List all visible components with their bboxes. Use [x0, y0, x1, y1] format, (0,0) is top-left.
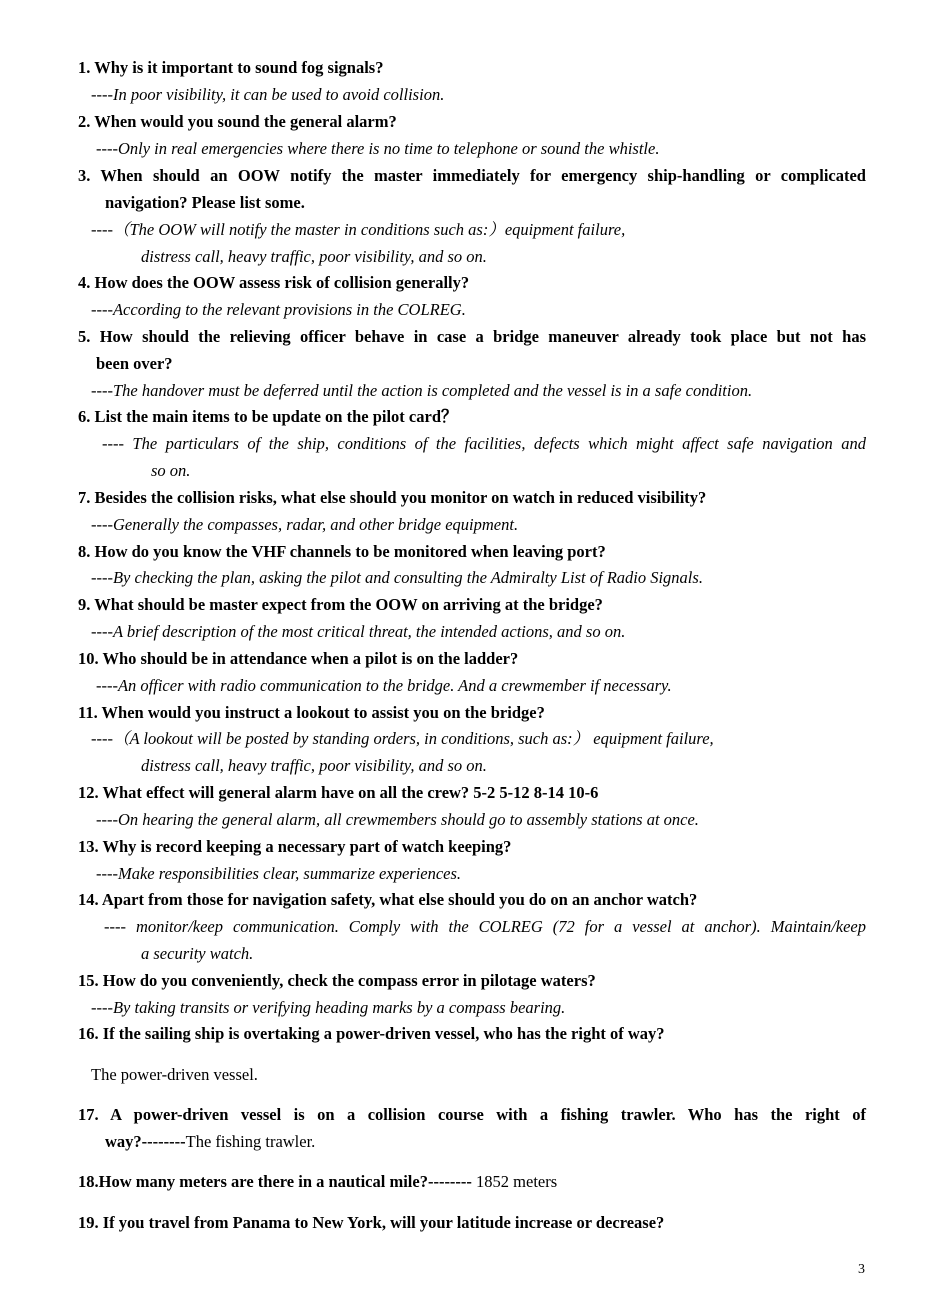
answer-15: ----By taking transits or verifying heading marks by a compass bearing.	[91, 998, 566, 1017]
question-12: 12. What effect will general alarm have on all the crew? 5-2 5-12 8-14 10-6	[78, 783, 599, 802]
answer-11-line-1: ----（A lookout will be posted by standing orders, in conditions, such as:） equipment failure,	[91, 729, 714, 748]
answer-12: ----On hearing the general alarm, all crewmembers should go to assembly stations at once.	[96, 810, 699, 829]
answer-6-line-2: so on.	[151, 461, 191, 480]
question-2: 2. When would you sound the general alarm?	[78, 112, 397, 131]
answer-3-line-2: distress call, heavy traffic, poor visibility, and so on.	[141, 247, 487, 266]
question-10: 10. Who should be in attendance when a pilot is on the ladder?	[78, 649, 519, 668]
question-16: 16. If the sailing ship is overtaking a power-driven vessel, who has the right of way?	[78, 1024, 665, 1043]
answer-11-line-2: distress call, heavy traffic, poor visibility, and so on.	[141, 756, 487, 775]
question-14: 14. Apart from those for navigation safety, what else should you do on an anchor watch?	[78, 890, 698, 909]
question-15: 15. How do you conveniently, check the compass error in pilotage waters?	[78, 971, 596, 990]
question-5-line-1: 5. How should the relieving officer behave in case a bridge maneuver already took place but not has	[78, 327, 866, 346]
answer-13: ----Make responsibilities clear, summarize experiences.	[96, 864, 462, 883]
answer-16: The power-driven vessel.	[91, 1065, 258, 1084]
answer-8: ----By checking the plan, asking the pilot and consulting the Admiralty List of Radio Signals.	[91, 568, 703, 587]
answer-5: ----The handover must be deferred until the action is completed and the vessel is in a safe condition.	[91, 381, 753, 400]
question-18: 18.How many meters are there in a nautical mile?--------	[78, 1172, 472, 1191]
question-9: 9. What should be master expect from the OOW on arriving at the bridge?	[78, 595, 603, 614]
answer-14-line-1: ---- monitor/keep communication. Comply with the COLREG (72 for a vessel at anchor). Maintain/keep	[104, 917, 866, 936]
answer-4: ----According to the relevant provisions in the COLREG.	[91, 300, 466, 319]
page-number: 3	[858, 1262, 865, 1277]
question-17-line-1: 17. A power-driven vessel is on a collision course with a fishing trawler. Who has the right of	[78, 1105, 866, 1124]
answer-10: ----An officer with radio communication to the bridge. And a crewmember if necessary.	[96, 676, 672, 695]
answer-6-line-1: ---- The particulars of the ship, conditions of the facilities, defects which might affect safe navigation and	[102, 434, 866, 453]
answer-9: ----A brief description of the most critical threat, the intended actions, and so on.	[91, 622, 626, 641]
question-13: 13. Why is record keeping a necessary part of watch keeping?	[78, 837, 512, 856]
question-17-line-2: way?--------	[105, 1132, 186, 1151]
question-4: 4. How does the OOW assess risk of collision generally?	[78, 273, 470, 292]
question-3-line-2: navigation? Please list some.	[105, 193, 305, 212]
question-7: 7. Besides the collision risks, what else should you monitor on watch in reduced visibility?	[78, 488, 707, 507]
answer-3-line-1: ----（The OOW will notify the master in conditions such as:）equipment failure,	[91, 220, 626, 239]
question-17-line-2-row	[105, 1128, 950, 1155]
question-18-row	[78, 1168, 950, 1195]
question-19: 19. If you travel from Panama to New York, will your latitude increase or decrease?	[78, 1213, 665, 1232]
question-1: 1. Why is it important to sound fog signals?	[78, 58, 384, 77]
question-3-line-1: 3. When should an OOW notify the master immediately for emergency ship-handling or complicated	[78, 166, 866, 185]
question-6: 6. List the main items to be update on the pilot card？	[78, 407, 458, 426]
question-11: 11. When would you instruct a lookout to assist you on the bridge?	[78, 703, 545, 722]
question-8: 8. How do you know the VHF channels to be monitored when leaving port?	[78, 542, 606, 561]
answer-1: ----In poor visibility, it can be used to avoid collision.	[91, 85, 445, 104]
answer-18: 1852 meters	[471, 1172, 558, 1191]
question-5-line-2: been over?	[96, 354, 173, 373]
answer-2: ----Only in real emergencies where there is no time to telephone or sound the whistle.	[96, 139, 660, 158]
answer-17: The fishing trawler.	[185, 1132, 316, 1151]
answer-14-line-2: a security watch.	[141, 944, 254, 963]
answer-7: ----Generally the compasses, radar, and other bridge equipment.	[91, 515, 519, 534]
